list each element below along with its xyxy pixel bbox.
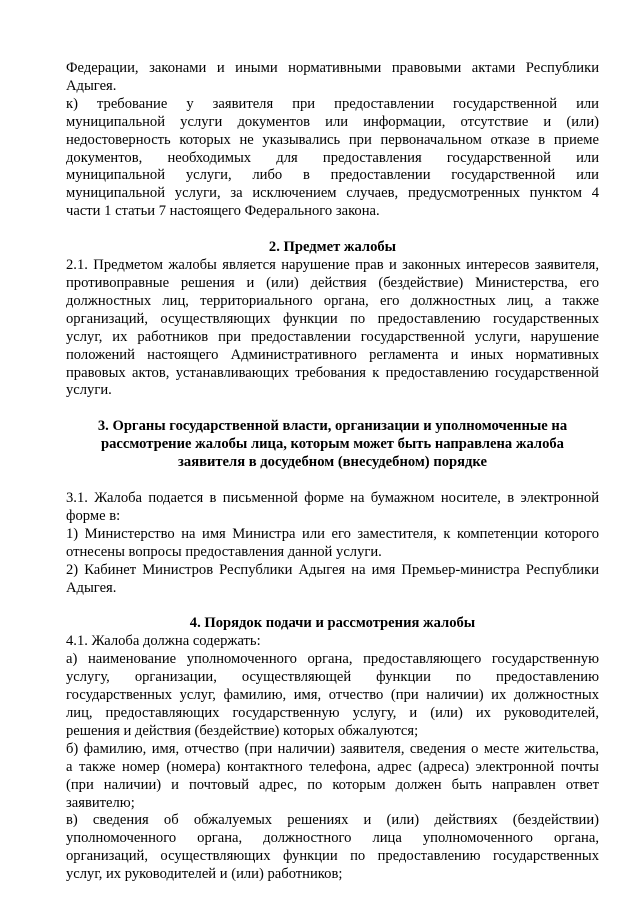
- text-line: услуг, их руководителей и (или) работников;: [66, 866, 343, 883]
- text-line: в) сведения об обжалуемых решениях и (или) действиях (бездействии): [66, 812, 599, 829]
- text-line: документов, необходимых для предоставления государственной или: [66, 149, 599, 166]
- section-heading: заявителя в досудебном (внесудебном) порядке: [178, 454, 487, 471]
- text-line: услугу, организации, осуществляющей функции по предоставлению: [66, 669, 599, 686]
- text-line: организаций, осуществляющих функции по предоставлению государственных: [66, 310, 599, 327]
- text-line: а) наименование уполномоченного органа, предоставляющего государственную: [66, 651, 599, 668]
- text-line: Федерации, законами и иными нормативными правовыми актами Республики: [66, 60, 599, 76]
- text-line: Адыгея.: [66, 77, 117, 94]
- text-line: 1) Министерство на имя Министра или его заместителя, к компетенции которого: [66, 525, 599, 542]
- text-line: решения и действия (бездействие) которых обжалуются;: [66, 722, 419, 739]
- text-line: заявителю;: [66, 794, 135, 811]
- text-line: 2.1. Предметом жалобы является нарушение прав и законных интересов заявителя,: [66, 257, 599, 274]
- text-line: правовых актов, устанавливающих требования к предоставлению государственной: [66, 364, 599, 381]
- section-heading: 3. Органы государственной власти, организации и уполномоченные на: [97, 418, 568, 435]
- text-line: услуг, их работников при предоставлении государственной услуги, нарушение: [66, 328, 599, 345]
- text-line: муниципальной услуги, либо в предоставлении государственной или: [66, 167, 599, 184]
- text-line: муниципальной услуги, за исключением случаев, предусмотренных пунктом 4: [66, 185, 599, 202]
- text-line: Адыгея.: [66, 579, 117, 596]
- text-line: к) требование у заявителя при предоставлении государственной или: [66, 95, 599, 112]
- text-line: форме в:: [66, 507, 121, 524]
- text-line: 3.1. Жалоба подается в письменной форме на бумажном носителе, в электронной: [66, 490, 599, 507]
- text-line: положений настоящего Административного регламента и иных нормативных: [66, 346, 599, 363]
- text-line: (при наличии) и почтовый адрес, по которым должен быть направлен ответ: [66, 776, 599, 793]
- text-line: лиц, предоставляющих государственную услугу, и (или) их руководителей,: [66, 705, 599, 721]
- text-line: услуги.: [66, 382, 112, 399]
- text-line: части 1 статьи 7 настоящего Федерального закона.: [66, 203, 380, 220]
- text-line: а также номер (номера) контактного телефона, адрес (адреса) электронной почты: [66, 758, 599, 775]
- text-line: организаций, осуществляющих функции по предоставлению государственных: [66, 848, 599, 865]
- section-heading: 4. Порядок подачи и рассмотрения жалобы: [189, 615, 476, 632]
- text-line: уполномоченного органа, должностного лица уполномоченного органа,: [66, 830, 599, 847]
- text-line: недостоверность которых не указывались при первоначальном отказе в приеме: [66, 131, 599, 148]
- text-line: отнесены вопросы предоставления данной услуги.: [66, 543, 382, 560]
- text-line: б) фамилию, имя, отчество (при наличии) заявителя, сведения о месте жительства,: [66, 740, 599, 757]
- text-line: противоправные решения и (или) действия (бездействие) Министерства, его: [66, 274, 599, 291]
- text-line: должностных лиц, территориального органа, его должностных лиц, а также: [66, 292, 599, 309]
- text-line: муниципальной услуги документов или информации, отсутствие и (или): [66, 113, 599, 130]
- section-heading: 2. Предмет жалобы: [268, 239, 397, 256]
- text-line: государственных услуг, фамилию, имя, отчество (при наличии) их должностных: [66, 687, 599, 704]
- text-line: 4.1. Жалоба должна содержать:: [66, 633, 261, 650]
- section-heading: рассмотрение жалобы лица, которым может быть направлена жалоба: [101, 436, 564, 453]
- document-page: [66, 60, 599, 884]
- text-line: 2) Кабинет Министров Республики Адыгея на имя Премьер-министра Республики: [66, 561, 599, 578]
